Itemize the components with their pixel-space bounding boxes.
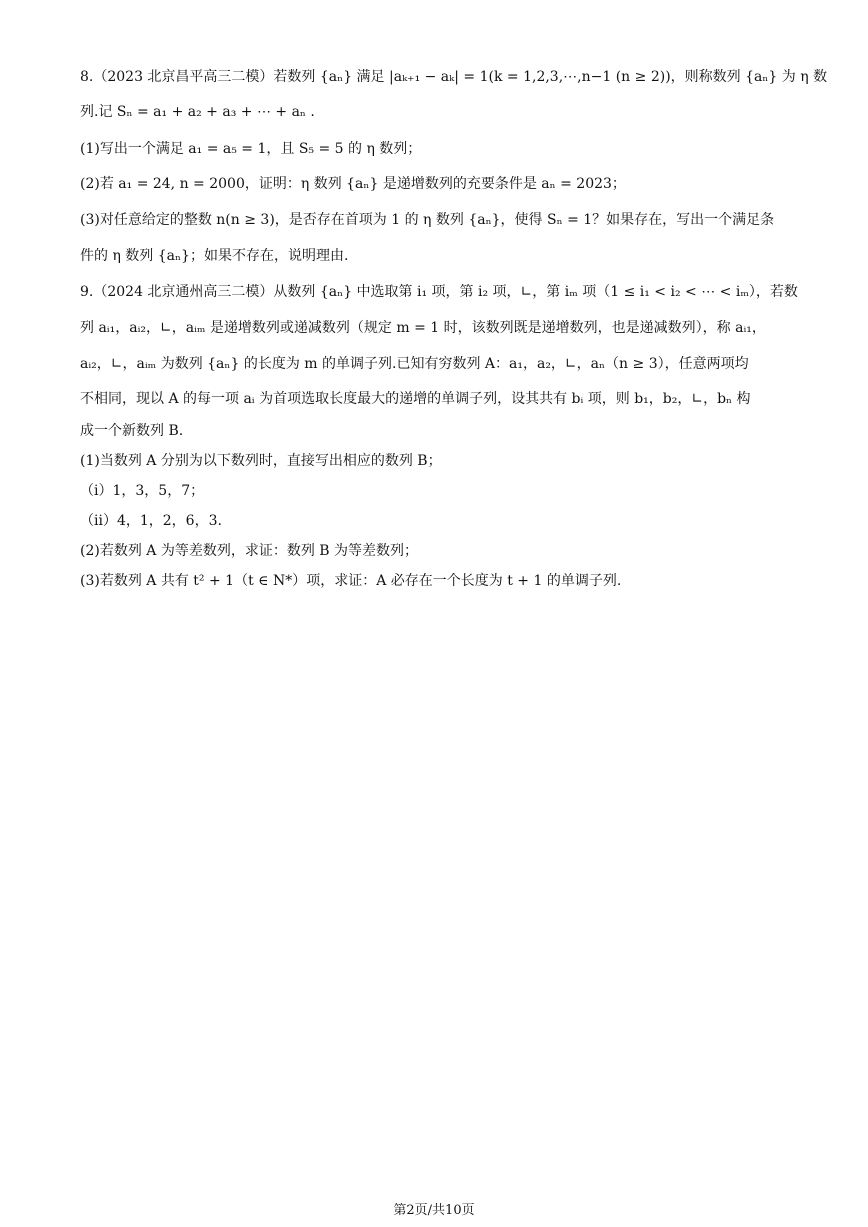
problem-8-part-3-line-2: 件的 η 数列 {aₙ}；如果不存在，说明理由. bbox=[80, 248, 349, 264]
problem-9-part-1: (1)当数列 A 分别为以下数列时，直接写出相应的数列 B； bbox=[80, 453, 442, 469]
problem-9-line-2: 列 aᵢ₁，aᵢ₂，∟，aᵢₘ 是递增数列或递减数列（规定 m = 1 时，该数列既是递增数列，也是递减数列），称 aᵢ₁， bbox=[80, 320, 766, 336]
problem-9-line-1: 9.（2024 北京通州高三二模）从数列 {aₙ} 中选取第 i₁ 项，第 i₂ 项，∟，第 iₘ 项（1 ≤ i₁ < i₂ < ⋯ < iₘ），若数 bbox=[80, 284, 798, 300]
problem-9-line-5: 成一个新数列 B. bbox=[80, 423, 184, 439]
problem-8-part-3-line-1: (3)对任意给定的整数 n(n ≥ 3)，是否存在首项为 1 的 η 数列 {aₙ}，使得 Sₙ = 1？如果存在，写出一个满足条 bbox=[80, 212, 775, 228]
problem-9-line-3: aᵢ₂，∟，aᵢₘ 为数列 {aₙ} 的长度为 m 的单调子列.已知有穷数列 A：a₁，a₂，∟，aₙ（n ≥ 3），任意两项均 bbox=[80, 356, 749, 372]
problem-8-part-2: (2)若 a₁ = 24, n = 2000，证明：η 数列 {aₙ} 是递增数列的充要条件是 aₙ = 2023； bbox=[80, 176, 626, 192]
problem-9-sub-2: （ⅱ）4，1，2，6，3. bbox=[80, 513, 222, 529]
problem-8-line-2: 列.记 Sₙ = a₁ + a₂ + a₃ + ⋯ + aₙ . bbox=[80, 104, 315, 120]
page-footer: 第2页/共10页 bbox=[393, 1203, 475, 1218]
problem-9-line-4: 不相同，现以 A 的每一项 aᵢ 为首项选取长度最大的递增的单调子列，设其共有 bᵢ 项，则 b₁，b₂，∟，bₙ 构 bbox=[80, 391, 751, 407]
problem-8-line-1: 8.（2023 北京昌平高三二模）若数列 {aₙ} 满足 |aₖ₊₁ − aₖ| = 1(k = 1,2,3,⋯,n−1 (n ≥ 2))，则称数列 {aₙ} 为 η 数 bbox=[80, 69, 828, 85]
problem-9-part-3: (3)若数列 A 共有 t² + 1（t ∈ N*）项，求证：A 必存在一个长度为 t + 1 的单调子列. bbox=[80, 573, 622, 589]
problem-9-sub-1: （ⅰ）1，3，5，7； bbox=[80, 483, 205, 499]
problem-9-part-2: (2)若数列 A 为等差数列，求证：数列 B 为等差数列； bbox=[80, 543, 419, 559]
problem-8-part-1: (1)写出一个满足 a₁ = a₅ = 1，且 S₅ = 5 的 η 数列； bbox=[80, 141, 422, 157]
